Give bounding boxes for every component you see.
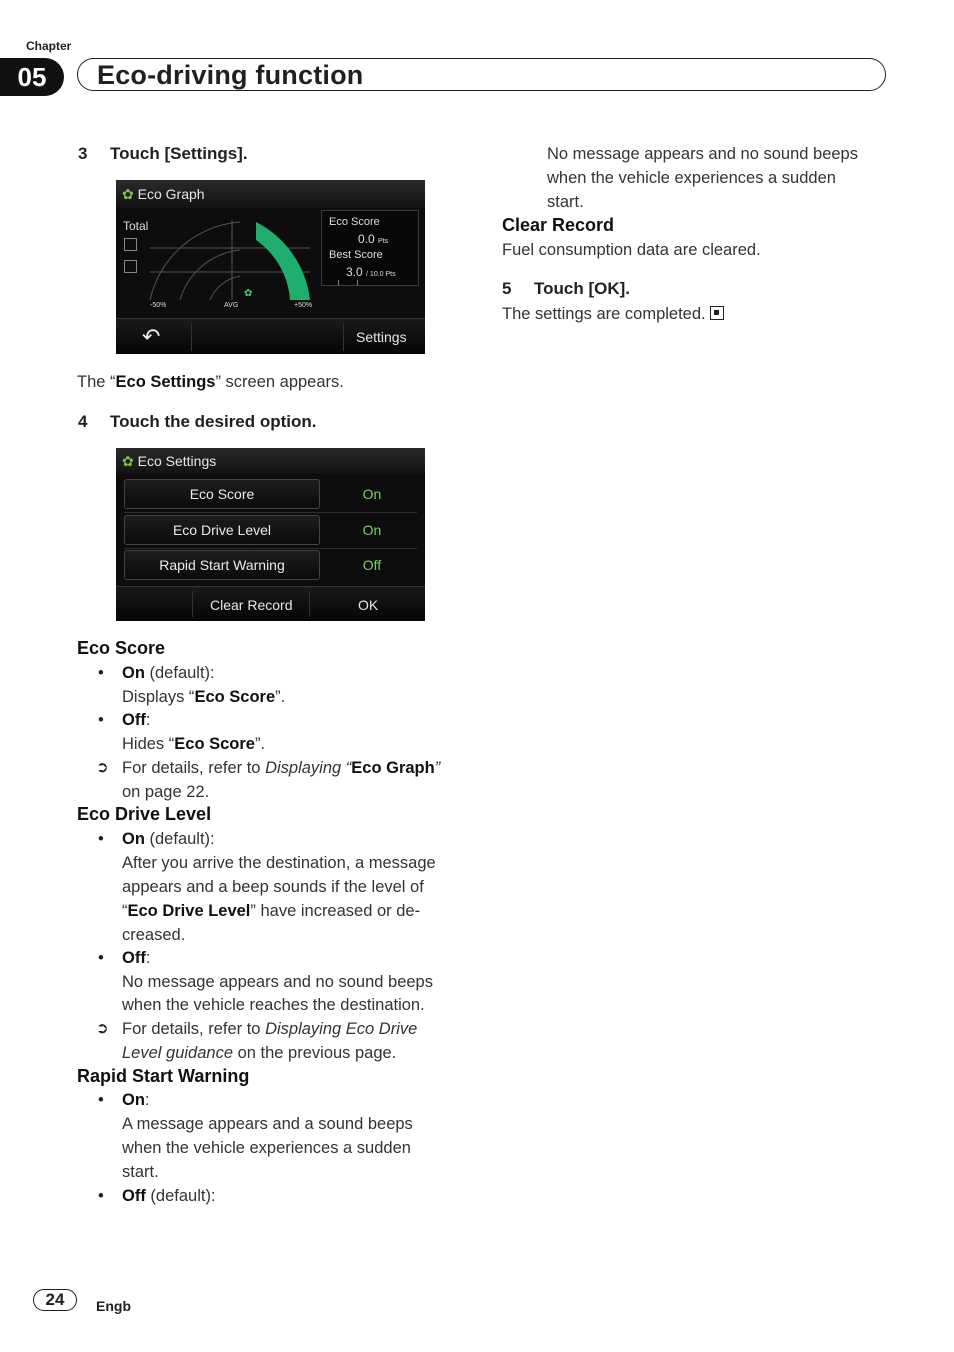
desc-line: A message appears and a sound beeps xyxy=(122,1115,413,1133)
text-pre: The “ xyxy=(77,373,116,391)
text-italic: Level guidance xyxy=(122,1044,234,1062)
step-number: 5 xyxy=(502,279,512,298)
best-score-max: / 10.0 Pts xyxy=(366,271,396,278)
desc-line xyxy=(122,899,420,923)
language-code: Engb xyxy=(96,1298,131,1314)
text-bold: Eco Settings xyxy=(115,373,216,391)
off-label: Off xyxy=(122,1187,146,1205)
score-panel xyxy=(321,210,419,286)
axis-right: +50% xyxy=(294,302,313,309)
desc-line: No message appears and no sound beeps xyxy=(122,973,433,991)
off-label: Off xyxy=(122,711,146,729)
clear-record-heading: Clear Record xyxy=(502,215,615,235)
leaf-icon: ✿ xyxy=(122,453,134,469)
desc-line: creased. xyxy=(122,926,186,944)
text-pre: For details, refer to xyxy=(122,1020,266,1038)
screen-title xyxy=(122,186,205,203)
text-pre: “ xyxy=(122,902,128,920)
step-3 xyxy=(78,144,248,164)
off-label: Off xyxy=(122,949,146,967)
bullet: • xyxy=(98,1091,104,1109)
step-text: Touch the desired option. xyxy=(110,412,317,431)
text-italic-end: ” xyxy=(434,759,441,777)
default-note: (default): xyxy=(144,664,215,682)
on-label: On xyxy=(122,664,145,682)
text-bold: Eco Score xyxy=(194,688,276,706)
best-score-number: 3.0 xyxy=(346,265,363,279)
rapid-start-warning-value: Off xyxy=(362,557,382,573)
leaf-icon: ✿ xyxy=(122,186,134,202)
eco-score-value xyxy=(358,232,388,246)
clear-record-button[interactable]: Clear Record xyxy=(210,597,293,613)
eco-score-off xyxy=(122,708,150,732)
after-step3-text xyxy=(77,370,344,394)
step-5-desc xyxy=(502,302,724,326)
bar-divider xyxy=(309,591,310,617)
step-5 xyxy=(502,279,630,299)
eco-drive-level-reference-cont xyxy=(122,1041,396,1065)
default-note: (default): xyxy=(145,1187,216,1205)
text-post: ”. xyxy=(254,735,266,753)
desc-line: start. xyxy=(122,1163,159,1181)
eco-drive-level-off xyxy=(122,946,150,970)
eco-score-heading: Eco Score xyxy=(77,638,166,658)
text-post: on the previous page. xyxy=(233,1044,397,1062)
rapid-start-warning-heading: Rapid Start Warning xyxy=(77,1066,250,1086)
desc-line: when the vehicle experiences a sudden xyxy=(122,1139,411,1157)
text-bold: Eco Drive Level xyxy=(127,902,251,920)
eco-graph-screen xyxy=(116,180,425,354)
ok-button[interactable]: OK xyxy=(358,597,379,613)
text-post: ” screen appears. xyxy=(215,373,344,391)
text-pre: For details, refer to xyxy=(122,759,266,777)
step-4 xyxy=(78,412,317,432)
desc-line: start. xyxy=(547,193,584,211)
eco-score-on-desc xyxy=(122,685,285,709)
rapid-start-warning-button[interactable]: Rapid Start Warning xyxy=(124,550,320,580)
bar-divider xyxy=(343,323,344,351)
page-number: 24 xyxy=(33,1289,77,1311)
reference-arrow-icon: ➲ xyxy=(96,1020,109,1037)
eco-score-button[interactable]: Eco Score xyxy=(124,479,320,509)
fuel-icon xyxy=(124,238,137,251)
gauge-arc xyxy=(256,222,310,300)
bullet: • xyxy=(98,830,104,848)
rapid-start-on xyxy=(122,1088,150,1112)
default-note: (default): xyxy=(144,830,215,848)
step-text: Touch [OK]. xyxy=(534,279,630,298)
step-number: 3 xyxy=(78,144,88,163)
back-icon[interactable]: ↶ xyxy=(142,324,161,349)
colon: : xyxy=(145,711,151,729)
bullet: • xyxy=(98,1187,104,1205)
bar-divider xyxy=(192,591,193,617)
axis-mid: AVG xyxy=(224,302,239,309)
chapter-label: Chapter xyxy=(26,39,72,53)
eco-drive-level-heading: Eco Drive Level xyxy=(77,804,212,824)
bar-divider xyxy=(191,323,192,351)
text-post: ”. xyxy=(275,688,286,706)
bullet: • xyxy=(98,664,104,682)
on-label: On xyxy=(122,830,145,848)
screen-title-text: Eco Settings xyxy=(137,453,217,469)
eco-score-unit: Pts xyxy=(378,238,389,245)
bullet: • xyxy=(98,711,104,729)
rapid-start-off xyxy=(122,1184,216,1208)
eco-score-number: 0.0 xyxy=(358,232,375,246)
reference-arrow-icon: ➲ xyxy=(96,759,109,776)
screen-title-text: Eco Graph xyxy=(137,186,205,202)
text-bold: Eco Score xyxy=(174,735,255,753)
axis-left: -50% xyxy=(150,302,167,309)
eco-drive-level-value: On xyxy=(362,522,382,538)
eco-score-off-desc xyxy=(122,732,265,756)
step-number: 4 xyxy=(78,412,88,431)
eco-settings-screen xyxy=(116,448,425,621)
chapter-number: 05 xyxy=(0,58,64,96)
clear-record-desc: Fuel consumption data are cleared. xyxy=(502,241,761,259)
eco-score-on xyxy=(122,661,215,685)
desc-line: appears and a beep sounds if the level of xyxy=(122,878,424,896)
page-title: Eco-driving function xyxy=(97,60,364,90)
screen-title xyxy=(122,453,216,470)
step-5-desc-text: The settings are completed. xyxy=(502,305,706,323)
text-italic: Displaying “ xyxy=(265,759,352,777)
eco-score-reference-page: on page 22. xyxy=(122,783,210,801)
bullet: • xyxy=(98,949,104,967)
best-score-value xyxy=(346,265,396,279)
row-divider xyxy=(124,512,417,513)
gauge-leaf-icon: ✿ xyxy=(244,288,253,299)
row-divider xyxy=(124,548,417,549)
level-meter xyxy=(338,280,358,286)
desc-line: when the vehicle reaches the destination. xyxy=(122,996,425,1014)
text-italic: Displaying Eco Drive xyxy=(265,1020,418,1038)
text-post: ” have increased or de- xyxy=(250,902,421,920)
step-text: Touch [Settings]. xyxy=(110,144,248,163)
calendar-icon xyxy=(124,260,137,273)
eco-score-value: On xyxy=(362,486,382,502)
desc-line: when the vehicle experiences a sudden xyxy=(547,169,836,187)
desc-line: After you arrive the destination, a message xyxy=(122,854,436,872)
eco-score-reference[interactable] xyxy=(122,756,440,780)
eco-drive-level-reference[interactable] xyxy=(122,1017,417,1041)
eco-drive-level-on xyxy=(122,827,215,851)
best-score-label: Best Score xyxy=(329,249,383,261)
text-pre: Hides “ xyxy=(122,735,175,753)
eco-score-label: Eco Score xyxy=(329,216,380,228)
text-bold: Eco Graph xyxy=(351,759,435,777)
on-label: On xyxy=(122,1091,145,1109)
colon: : xyxy=(144,1091,150,1109)
colon: : xyxy=(145,949,151,967)
total-label: Total xyxy=(123,219,149,233)
text-pre: Displays “ xyxy=(122,688,195,706)
eco-drive-level-button[interactable]: Eco Drive Level xyxy=(124,515,320,545)
eco-gauge xyxy=(140,210,330,302)
settings-button[interactable]: Settings xyxy=(356,329,407,345)
end-mark-icon xyxy=(710,306,724,320)
desc-line: No message appears and no sound beeps xyxy=(547,145,858,163)
